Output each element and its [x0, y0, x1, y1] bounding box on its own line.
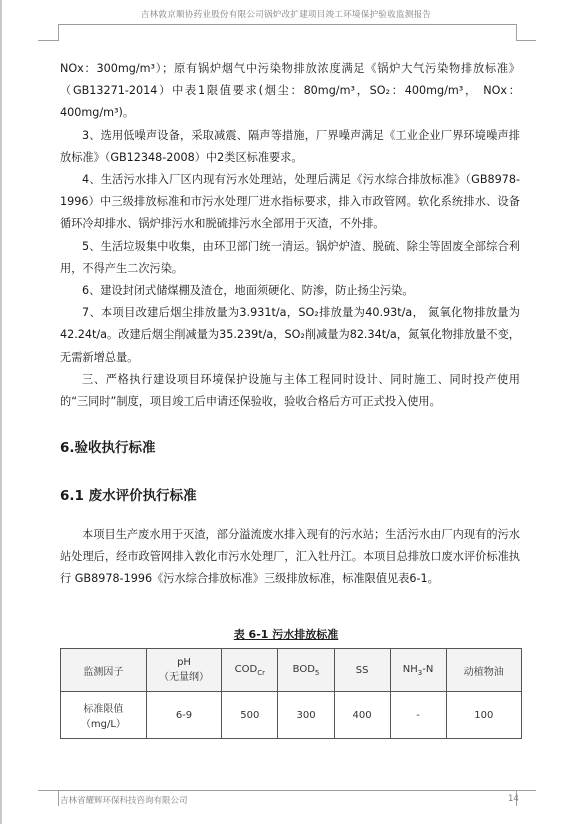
- footer-company: 吉林省耀辉环保科技咨询有限公司: [60, 796, 188, 806]
- subscript: 5: [314, 668, 320, 677]
- corner-mark-top-left-v: [58, 24, 59, 41]
- corner-mark-bottom-right-h: [516, 790, 536, 791]
- paragraph: 4、生活污水排入厂区内现有污水处理站，处理后满足《污水综合排放标准》（GB8978-1996）中三级排放标准和市污水处理厂进水指标要求，排入市政管网。软化系统排水、设备循环冷却排水、锅炉排污水和脱硫排污水全部用于灭渣，不外排。: [60, 173, 520, 231]
- row-label-line: 标准限值: [83, 704, 124, 715]
- paragraph: 6、建设封闭式储煤棚及渣仓，地面须硬化、防渗，防止扬尘污染。: [82, 284, 414, 298]
- section-heading: 6.验收执行标准: [60, 440, 156, 456]
- corner-mark-bottom-left-v: [58, 790, 59, 806]
- header-cell: [146, 649, 221, 692]
- table-header-row: [61, 649, 522, 692]
- page-edge: [0, 0, 2, 824]
- subscript: 3: [417, 668, 423, 677]
- subsection-heading: 6.1 废水评价执行标准: [60, 488, 197, 504]
- header-cell: [390, 649, 446, 692]
- header-cell-text: COD: [234, 663, 258, 675]
- corner-mark-top-left-h: [38, 40, 58, 41]
- header-cell-line: （无量纲）: [159, 672, 209, 683]
- header-cell: 动植物油: [446, 649, 521, 692]
- footer-divider: [58, 790, 516, 791]
- header-cell-text: BOD: [292, 663, 315, 675]
- row-label-cell: [61, 692, 147, 739]
- value-cell: 100: [446, 692, 521, 739]
- header-cell: [222, 649, 278, 692]
- header-cell-text: -N: [422, 663, 434, 675]
- header-cell: [278, 649, 334, 692]
- table-row: [61, 692, 522, 739]
- paragraph: 本项目生产废水用于灭渣，部分溢流废水排入现有的污水站；生活污水由厂内现有的污水站处理后，经市政管网排入敦化市污水处理厂，汇入牡丹江。本项目总排放口废水评价标准执行 GB8978-1996《污水综合排放标准》三级排放标准，标准限值见表6-1。: [60, 528, 520, 586]
- header-cell: 监测因子: [61, 649, 147, 692]
- body-text-top: [60, 58, 520, 413]
- row-label-line: （mg/L）: [80, 719, 126, 730]
- value-cell: 400: [334, 692, 390, 739]
- corner-mark-bottom-left-h: [38, 790, 58, 791]
- value-cell: 6-9: [146, 692, 221, 739]
- paragraph: 5、生活垃圾集中收集，由环卫部门统一清运。锅炉炉渣、脱硫、除尘等固废全部综合利用，不得产生二次污染。: [60, 239, 520, 275]
- header-cell-line: pH: [177, 657, 191, 668]
- corner-mark-top-right-h: [516, 40, 536, 41]
- paragraph: 7、本项目改建后烟尘排放量为3.931t/a，SO₂排放量为40.93t/a， 氮氧化物排放量为42.24t/a。改建后烟尘削减量为35.239t/a，SO₂削减量为82.34t/a，氮氧化物排放量不变，无需新增总量。: [60, 306, 520, 364]
- header-divider: [58, 24, 516, 25]
- header-cell: SS: [334, 649, 390, 692]
- page-header: 吉林敦京顺协药业股份有限公司锅炉改扩建项目竣工环境保护验收监测报告: [140, 10, 432, 20]
- paragraph: 三、严格执行建设项目环境保护设施与主体工程同时设计、同时施工、同时投产使用的“三同时”制度，项目竣工后申请还保验收，验收合格后方可正式投入使用。: [60, 372, 520, 409]
- paragraph: 3、选用低噪声设备，采取减震、隔声等措施，厂界噪声满足《工业企业厂界环境噪声排放标准》（GB12348-2008）中2类区标准要求。: [60, 128, 520, 164]
- value-cell: -: [390, 692, 446, 739]
- value-cell: 300: [278, 692, 334, 739]
- standards-table: [60, 648, 522, 739]
- paragraph: NOx：300mg/m³）；原有锅炉烟气中污染物排放浓度满足《锅炉大气污染物排放标准》（GB13271-2014）中表1限值要求(烟尘：80mg/m³，SO₂：400mg/m³， NOx：400mg/m³)。: [60, 62, 520, 120]
- body-text-bottom: [60, 524, 520, 591]
- value-cell: 500: [222, 692, 278, 739]
- subscript: Cr: [257, 668, 265, 677]
- table-caption: 表 6-1 污水排放标准: [233, 628, 339, 641]
- header-cell-text: NH: [402, 663, 418, 675]
- page-number: 14: [508, 794, 519, 804]
- corner-mark-top-right-v: [516, 24, 517, 41]
